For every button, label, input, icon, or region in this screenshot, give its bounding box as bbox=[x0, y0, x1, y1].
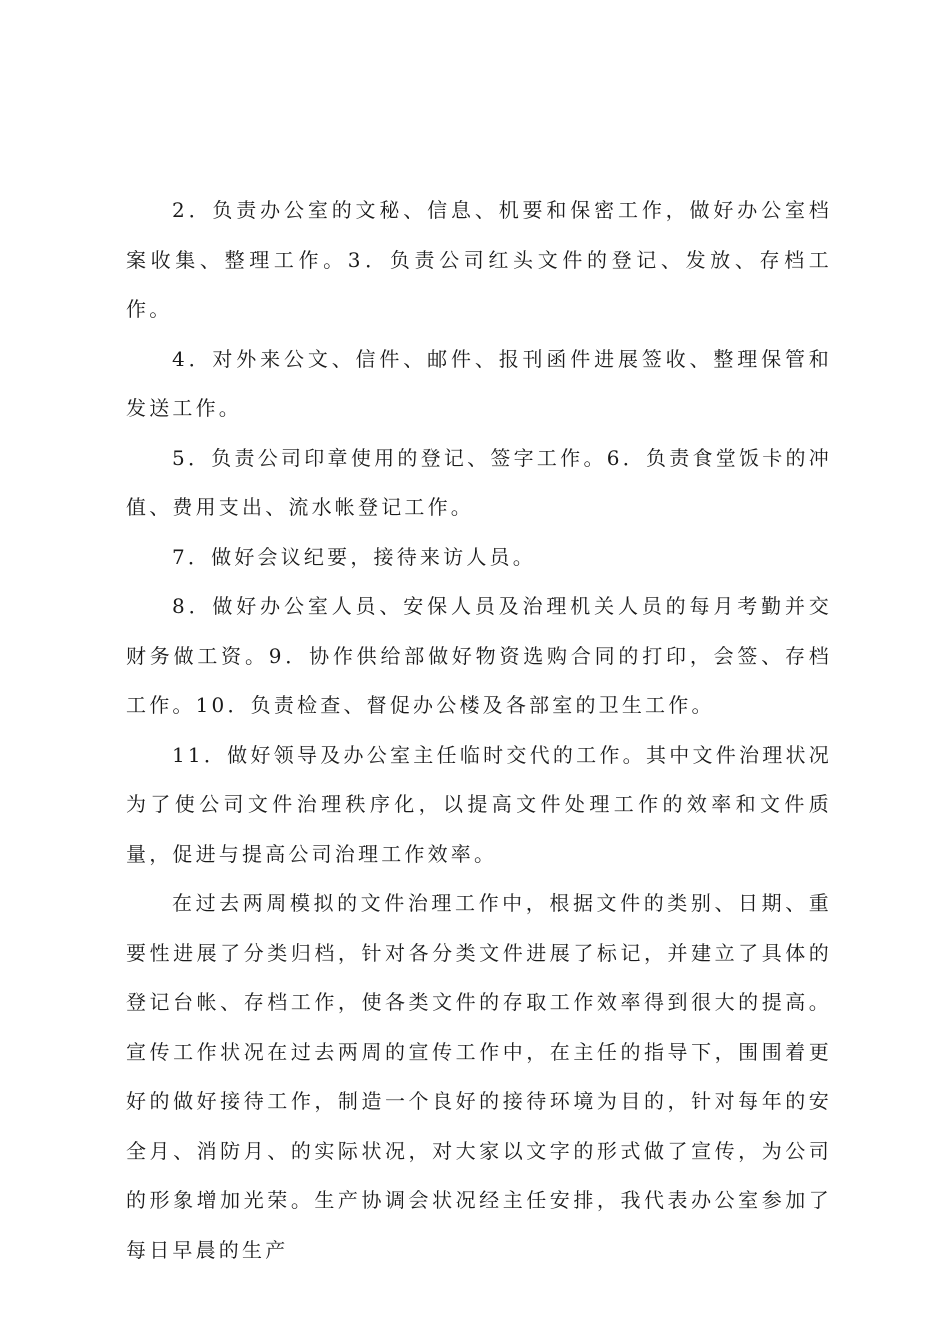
document-body bbox=[126, 186, 832, 1275]
paragraph-4: 4．对外来公文、信件、邮件、报刊函件进展签收、整理保管和发送工作。 bbox=[126, 346, 832, 420]
paragraph-filing-and-publicity: 在过去两周模拟的文件治理工作中，根据文件的类别、日期、重要性进展了分类归档，针对各分类文件进展了标记，并建立了具体的登记台帐、存档工作，使各类文件的存取工作效率得到很大的提高。宣传工作状况在过去两周的宣传工作中，在主任的指导下，围围着更好的做好接待工作，制造一个良好的接待环境为目的，针对每年的安全月、消防月、的实际状况，对大家以文字的形式做了宣传，为公司的形象增加光荣。生产协调会状况经主任安排，我代表办公室参加了每日早晨的生产 bbox=[126, 891, 832, 1262]
paragraph-5-6: 5．负责公司印章使用的登记、签字工作。6．负责食堂饭卡的冲值、费用支出、流水帐登记工作。 bbox=[126, 445, 832, 519]
paragraph-2-3: 2．负责办公室的文秘、信息、机要和保密工作，做好办公室档案收集、整理工作。3．负责公司红头文件的登记、发放、存档工作。 bbox=[126, 198, 832, 321]
paragraph-7: 7．做好会议纪要，接待来访人员。 bbox=[172, 544, 536, 569]
paragraph-8-10: 8．做好办公室人员、安保人员及治理机关人员的每月考勤并交财务做工资。9．协作供给部做好物资选购合同的打印，会签、存档工作。10．负责检查、督促办公楼及各部室的卫生工作。 bbox=[126, 594, 832, 717]
paragraph-11: 11．做好领导及办公室主任临时交代的工作。其中文件治理状况为了使公司文件治理秩序化，以提高文件处理工作的效率和文件质量，促进与提高公司治理工作效率。 bbox=[126, 742, 832, 866]
